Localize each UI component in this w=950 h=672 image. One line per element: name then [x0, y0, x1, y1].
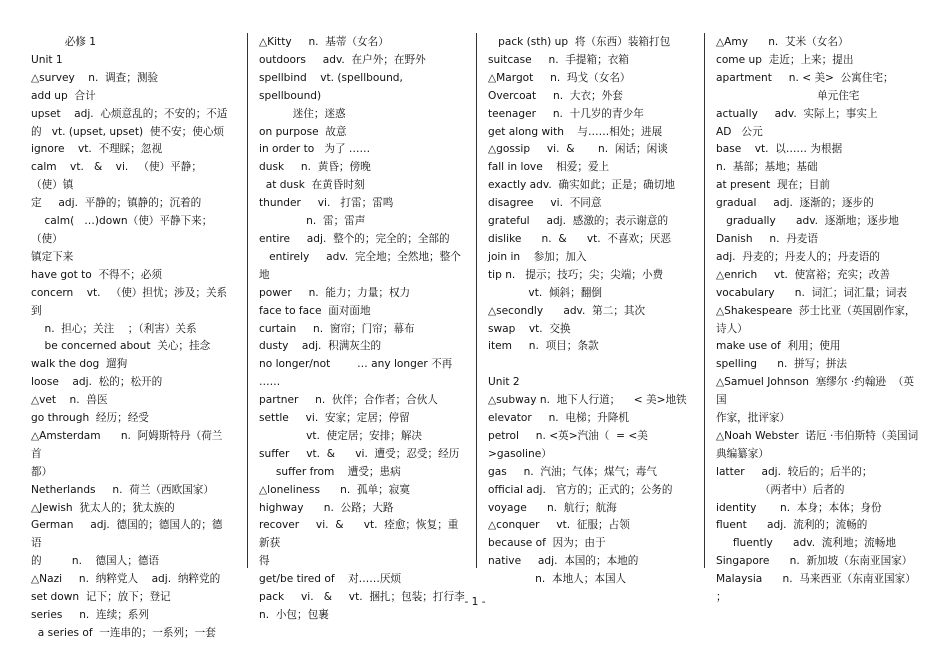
vocab-line: identity n. 本身；本体；身份: [716, 501, 882, 514]
vocab-line: partner n. 伙伴；合作者；合伙人: [259, 394, 438, 407]
vocab-line: tip n. 提示；技巧；尖；尖端；小费: [488, 268, 664, 281]
vocab-line: Unit 1: [31, 53, 63, 66]
vocab-line: vocabulary n. 词汇；词汇量；词表: [716, 286, 907, 299]
vocab-line: Malaysia n. 马来西亚（东南亚国家） ；: [716, 573, 930, 604]
vocab-line: 典编纂家）: [716, 447, 769, 460]
vocab-line: 到: [31, 304, 42, 317]
vocab-line: ignore vt. 不理睬；忽视: [31, 143, 163, 156]
vocab-line: curtain n. 窗帘；门帘；幕布: [259, 322, 415, 335]
vocab-line: dusk n. 黄昏；傍晚: [259, 161, 371, 174]
vocab-line: be concerned about 关心；挂念: [31, 340, 211, 353]
vocab-line: latter adj. 较后的；后半的；: [716, 465, 873, 478]
vocab-line: △Margot n. 玛戈（女名）: [488, 71, 631, 84]
vocab-line: [488, 356, 688, 374]
vocab-line: n. 基部；基地；基础: [716, 161, 818, 174]
vocab-line: dislike n. & vt. 不喜欢；厌恶: [488, 232, 671, 245]
vocab-line: Singapore n. 新加坡（东南亚国家）: [716, 555, 913, 568]
vocab-line: go through 经历；经受: [31, 412, 149, 425]
vocab-line: thunder vi. 打雷；雷鸣: [259, 197, 394, 210]
vocab-line: pack vi. & vt. 捆扎；包装；打行李: [259, 591, 465, 604]
vocab-line: △vet n. 兽医: [31, 394, 108, 407]
vocab-line: loose adj. 松的；松开的: [31, 376, 163, 389]
vocab-line: adj. 丹麦的；丹麦人的；丹麦语的: [716, 250, 880, 263]
vocab-line: calm vt. & vi. （使）平静； （使）镇: [31, 161, 209, 192]
vocab-line: native adj. 本国的；本地的: [488, 555, 639, 568]
vocab-line: n. 本地人；本国人: [488, 573, 627, 586]
vocab-line: official adj. 官方的；正式的；公务的: [488, 483, 673, 496]
vocab-line: suffer from 遭受；患病: [259, 465, 401, 478]
vocab-line: △Amsterdam n. 阿姆斯特丹（荷兰首: [31, 429, 223, 460]
vocab-line: entirely adv. 完全地；全然地；整个: [259, 250, 461, 263]
vocab-line: Unit 2: [488, 376, 520, 389]
column-divider: [247, 33, 248, 568]
vocab-line: 必修 1: [31, 36, 96, 48]
vocab-line: 镇定下来: [31, 250, 74, 263]
page-number: - 1 -: [464, 596, 486, 608]
vocab-line: grateful adj. 感激的；表示谢意的: [488, 215, 669, 228]
column-divider: [476, 33, 477, 568]
vocab-line: concern vt. （使）担忧；涉及；关系: [31, 286, 228, 299]
vocab-line: △Noah Webster 诺厄 ·韦伯斯特（美国词: [716, 429, 919, 442]
vocab-line: face to face 面对面地: [259, 304, 371, 317]
vocab-line: exactly adv. 确实如此；正是；确切地: [488, 179, 675, 192]
vocab-line: swap vt. 交换: [488, 322, 571, 335]
vocab-line: add up 合计: [31, 89, 96, 102]
vocab-line: power n. 能力；力量；权力: [259, 286, 411, 299]
vocab-line: n. 雷；雷声: [259, 215, 366, 228]
vocab-line: △conquer vt. 征服；占领: [488, 519, 630, 532]
vocab-column-2: [259, 34, 465, 625]
vocab-line: △Samuel Johnson 塞缪尔 ·约翰逊 （英国: [716, 376, 914, 407]
vocab-line: 得: [259, 555, 270, 568]
vocab-line: elevator n. 电梯；升降机: [488, 412, 629, 425]
vocab-line: highway n. 公路；大路: [259, 501, 394, 514]
vocab-line: at dusk 在黄昏时刻: [259, 179, 365, 192]
vocab-line: 作家，批评家）: [716, 412, 791, 425]
vocab-line: get along with 与……相处；进展: [488, 125, 663, 138]
vocab-line: △Jewish 犹太人的；犹太族的: [31, 501, 175, 514]
vocab-line: base vt. 以…… 为根据: [716, 143, 843, 156]
vocab-column-3: [488, 34, 688, 589]
vocab-line: △loneliness n. 孤单；寂寞: [259, 483, 410, 496]
vocab-line: △gossip vi. & n. 闲话；闲谈: [488, 143, 668, 156]
vocab-line: 迷住；迷惑: [259, 107, 346, 120]
vocab-line: 定 adj. 平静的；镇静的；沉着的: [31, 197, 202, 210]
vocab-line: voyage n. 航行；航海: [488, 501, 617, 514]
vocab-line: 的 n. 德国人；德语: [31, 555, 160, 568]
vocab-column-1: [31, 34, 231, 643]
vocab-line: settle vi. 安家；定居；停留: [259, 412, 410, 425]
vocab-line: set down 记下；放下；登记: [31, 591, 171, 604]
vocab-line: vt. 使定居；安排；解决: [259, 429, 423, 442]
vocab-line: △subway n. 地下人行道； < 美>地铁: [488, 394, 687, 407]
vocab-line: join in 参加；加入: [488, 250, 587, 263]
vocab-line: a series of 一连串的；一系列；一套: [31, 626, 216, 639]
vocab-line: △secondly adv. 第二；其次: [488, 304, 646, 317]
vocab-line: △survey n. 调查；测验: [31, 71, 159, 84]
vocab-line: vt. 倾斜；翻倒: [488, 286, 602, 299]
vocab-line: 地: [259, 268, 270, 281]
vocab-line: German adj. 德国的；德国人的；德语: [31, 519, 223, 550]
vocab-line: 都）: [31, 465, 53, 478]
vocab-line: 的 vt. (upset, upset) 使不安；使心烦: [31, 125, 225, 138]
vocab-line: walk the dog 遛狗: [31, 358, 128, 371]
vocab-line: △Kitty n. 基蒂（女名）: [259, 36, 389, 48]
vocab-line: △Shakespeare 莎士比亚（英国剧作家，: [716, 304, 916, 317]
vocab-line: 单元住宅: [716, 89, 860, 102]
vocab-line: outdoors adv. 在户外；在野外: [259, 53, 426, 66]
vocab-line: （两者中）后者的: [716, 483, 845, 496]
vocab-line: △Nazi n. 纳粹党人 adj. 纳粹党的: [31, 573, 221, 586]
vocab-line: fluent adj. 流利的；流畅的: [716, 519, 868, 532]
vocab-line: petrol n. <英>汽油（ = <美>gasoline）: [488, 429, 648, 460]
vocab-line: gas n. 汽油；气体；煤气；毒气: [488, 465, 657, 478]
vocab-line: because of 因为；由于: [488, 537, 606, 550]
vocab-line: fluently adv. 流利地；流畅地: [716, 537, 896, 550]
vocab-line: recover vi. & vt. 痊愈；恢复；重新获: [259, 519, 459, 550]
vocab-line: gradual adj. 逐渐的；逐步的: [716, 197, 874, 210]
vocab-column-4: [716, 34, 930, 607]
vocab-line: △enrich vt. 使富裕；充实；改善: [716, 268, 890, 281]
vocab-line: pack (sth) up 将（东西）装箱打包: [488, 36, 671, 48]
vocab-line: disagree vi. 不同意: [488, 197, 602, 210]
vocab-line: Danish n. 丹麦语: [716, 232, 818, 245]
vocab-line: n. 小包；包裹: [259, 609, 329, 621]
vocab-line: AD 公元: [716, 125, 763, 138]
vocab-line: on purpose 故意: [259, 125, 347, 138]
vocab-line: series n. 连续；系列: [31, 609, 149, 621]
vocab-line: upset adj. 心烦意乱的；不安的；不适: [31, 107, 228, 120]
vocab-line: in order to 为了 ……: [259, 143, 371, 156]
vocab-line: get/be tired of 对……厌烦: [259, 573, 402, 586]
vocab-line: suffer vt. & vi. 遭受；忍受；经历: [259, 447, 460, 460]
vocab-line: come up 走近；上来；提出: [716, 53, 854, 66]
vocab-line: actually adv. 实际上；事实上: [716, 107, 878, 120]
vocab-line: fall in love 相爱；爱上: [488, 161, 610, 174]
vocab-line: calm( …)down（使）平静下来； （使）: [31, 215, 223, 245]
vocab-line: teenager n. 十几岁的青少年: [488, 107, 644, 120]
vocab-line: entire adj. 整个的；完全的；全部的: [259, 232, 450, 245]
vocab-line: spelling n. 拼写；拼法: [716, 358, 848, 371]
vocab-line: item n. 项目；条款: [488, 340, 599, 353]
vocab-line: at present 现在；目前: [716, 179, 830, 192]
vocab-line: 诗人）: [716, 322, 748, 335]
vocab-line: n. 担心；关注 ；（利害）关系: [31, 322, 197, 335]
column-divider: [704, 33, 705, 568]
vocab-line: △Amy n. 艾米（女名）: [716, 36, 849, 48]
vocab-line: dusty adj. 积满灰尘的: [259, 340, 382, 353]
vocab-line: no longer/not … any longer 不再 ……: [259, 358, 456, 389]
vocab-line: suitcase n. 手提箱；衣箱: [488, 53, 629, 66]
vocab-line: Netherlands n. 荷兰（西欧国家）: [31, 483, 214, 496]
vocab-line: Overcoat n. 大衣；外套: [488, 89, 623, 102]
vocab-line: have got to 不得不；必须: [31, 268, 163, 281]
vocab-line: apartment n. < 美> 公寓住宅；: [716, 71, 894, 84]
vocab-line: gradually adv. 逐渐地；逐步地: [716, 215, 899, 228]
vocab-line: make use of 利用；使用: [716, 340, 841, 353]
vocab-line: spellbind vt. (spellbound, spellbound): [259, 71, 407, 102]
